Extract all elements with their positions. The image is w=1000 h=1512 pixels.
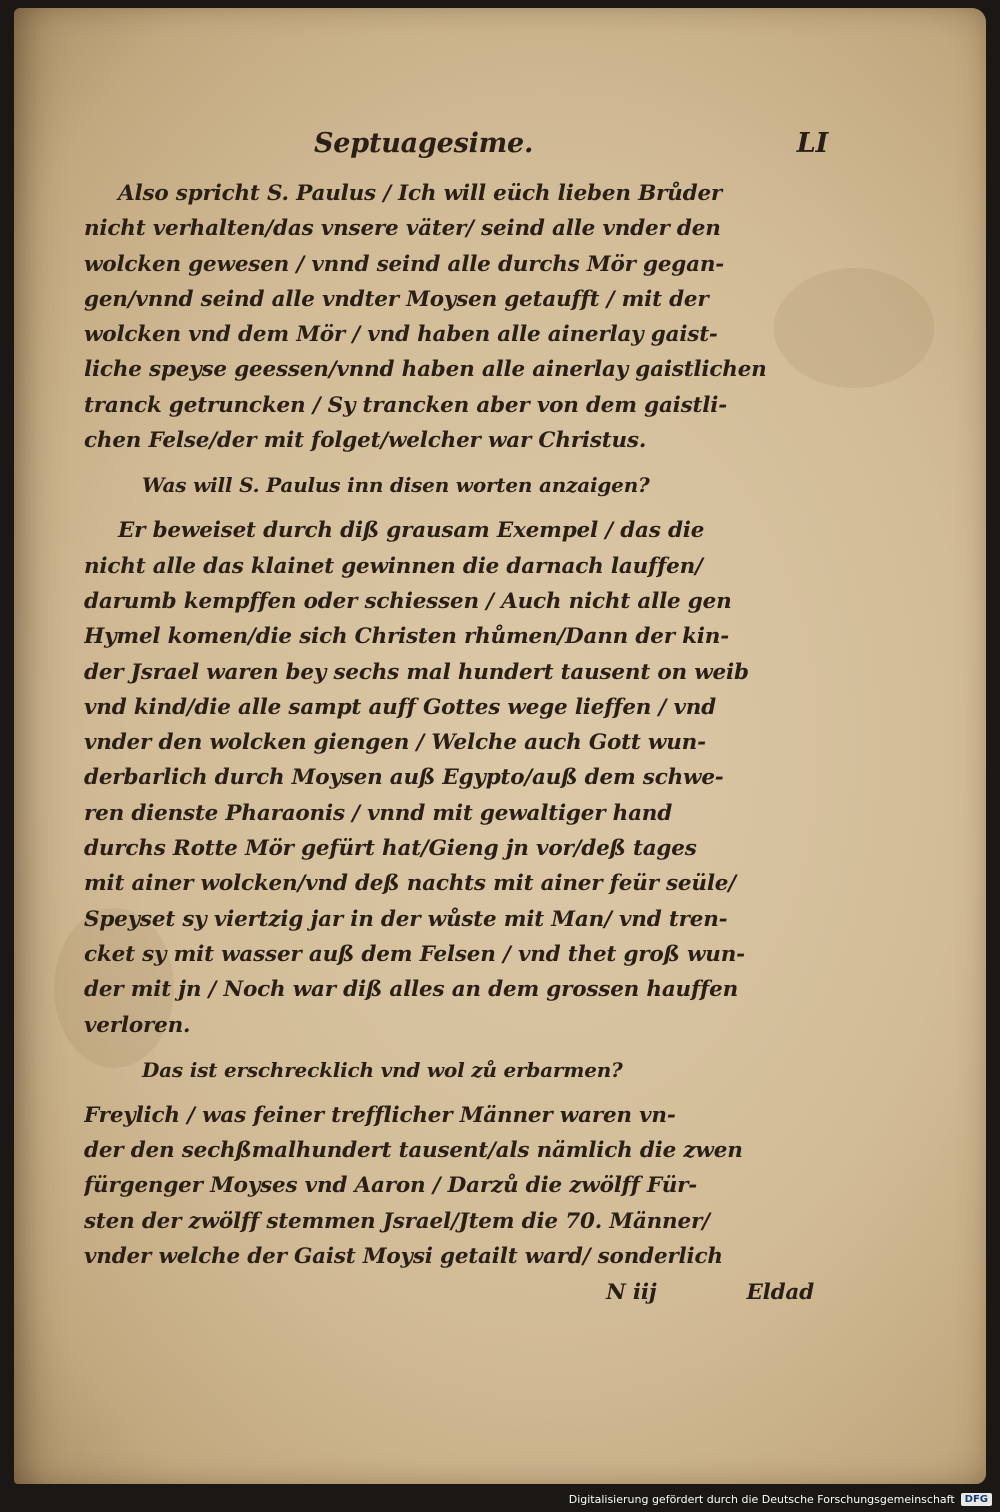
digitization-footer bbox=[569, 1488, 992, 1510]
text-line: vnder den wolcken giengen / Welche auch Gott wun- bbox=[84, 730, 706, 756]
text-line: derbarlich durch Moysen auß Egypto/auß dem schwe- bbox=[84, 765, 724, 791]
paragraph-3 bbox=[84, 1098, 824, 1274]
folio-number: LI bbox=[796, 128, 828, 159]
text-line: Er beweiset durch diß grausam Exempel / das die bbox=[118, 518, 705, 544]
text-line: cket sy mit wasser auß dem Felsen / vnd thet groß wun- bbox=[84, 941, 745, 967]
question-heading: Das ist erschrecklich vnd wol zů erbarmen? bbox=[142, 1057, 623, 1082]
running-title: Septuagesime. bbox=[314, 128, 534, 159]
paragraph-1 bbox=[84, 176, 824, 458]
text-line: der mit jn / Noch war diß alles an dem grossen hauffen bbox=[84, 977, 738, 1003]
paragraph-2 bbox=[84, 513, 824, 1042]
text-line: vnd kind/die alle sampt auff Gottes wege lieffen / vnd bbox=[84, 694, 717, 720]
text-line: wolcken gewesen / vnnd seind alle durchs Mör gegan- bbox=[84, 251, 725, 277]
page-text bbox=[84, 128, 828, 1312]
text-line: vnder welche der Gaist Moysi getailt ward/ sonderlich bbox=[84, 1244, 723, 1270]
signature-mark: N iij bbox=[606, 1280, 657, 1306]
text-line: verloren. bbox=[84, 1012, 191, 1038]
text-line: sten der zwölff stemmen Jsrael/Jtem die 70. Männer/ bbox=[84, 1208, 710, 1234]
text-line: wolcken vnd dem Mör / vnd haben alle ainerlay gaist- bbox=[84, 322, 718, 348]
funding-credit: Digitalisierung gefördert durch die Deutsche Forschungsgemeinschaft bbox=[568, 1492, 955, 1506]
catchline bbox=[84, 1274, 824, 1312]
text-line: chen Felse/der mit folget/welcher war Christus. bbox=[84, 428, 647, 454]
text-line: tranck getruncken / Sy trancken aber von dem gaistli- bbox=[84, 392, 727, 418]
text-line: ren dienste Pharaonis / vnnd mit gewaltiger hand bbox=[84, 800, 673, 826]
question-heading: Was will S. Paulus inn disen worten anzaigen? bbox=[142, 473, 650, 498]
text-line: der den sechßmalhundert tausent/als nämlich die zwen bbox=[84, 1138, 743, 1164]
text-line: darumb kempffen oder schiessen / Auch nicht alle gen bbox=[84, 588, 732, 614]
catchword: Eldad bbox=[746, 1280, 814, 1306]
dfg-logo-icon: DFG bbox=[961, 1493, 992, 1506]
text-line: Hymel komen/die sich Christen rhůmen/Dann der kin- bbox=[84, 624, 729, 650]
text-line: nicht alle das klainet gewinnen die darnach lauffen/ bbox=[84, 553, 703, 579]
page-header bbox=[314, 128, 828, 176]
text-line: Speyset sy viertzig jar in der wůste mit Man/ vnd tren- bbox=[84, 906, 728, 932]
text-line: gen/vnnd seind alle vndter Moysen getaufft / mit der bbox=[84, 286, 709, 312]
text-line: liche speyse geessen/vnnd haben alle ainerlay gaistlichen bbox=[84, 357, 767, 383]
text-line: durchs Rotte Mör gefürt hat/Gieng jn vor/deß tages bbox=[84, 836, 697, 862]
text-line: nicht verhalten/das vnsere väter/ seind alle vnder den bbox=[84, 216, 721, 242]
text-line: Freylich / was feiner trefflicher Männer waren vn- bbox=[84, 1102, 676, 1128]
text-line: der Jsrael waren bey sechs mal hundert tausent on weib bbox=[84, 659, 749, 685]
text-line: mit ainer wolcken/vnd deß nachts mit ainer feür seüle/ bbox=[84, 871, 736, 897]
text-line: Also spricht S. Paulus / Ich will eüch lieben Brůder bbox=[118, 181, 723, 206]
text-line: fürgenger Moyses vnd Aaron / Darzů die zwölff Für- bbox=[84, 1173, 698, 1199]
